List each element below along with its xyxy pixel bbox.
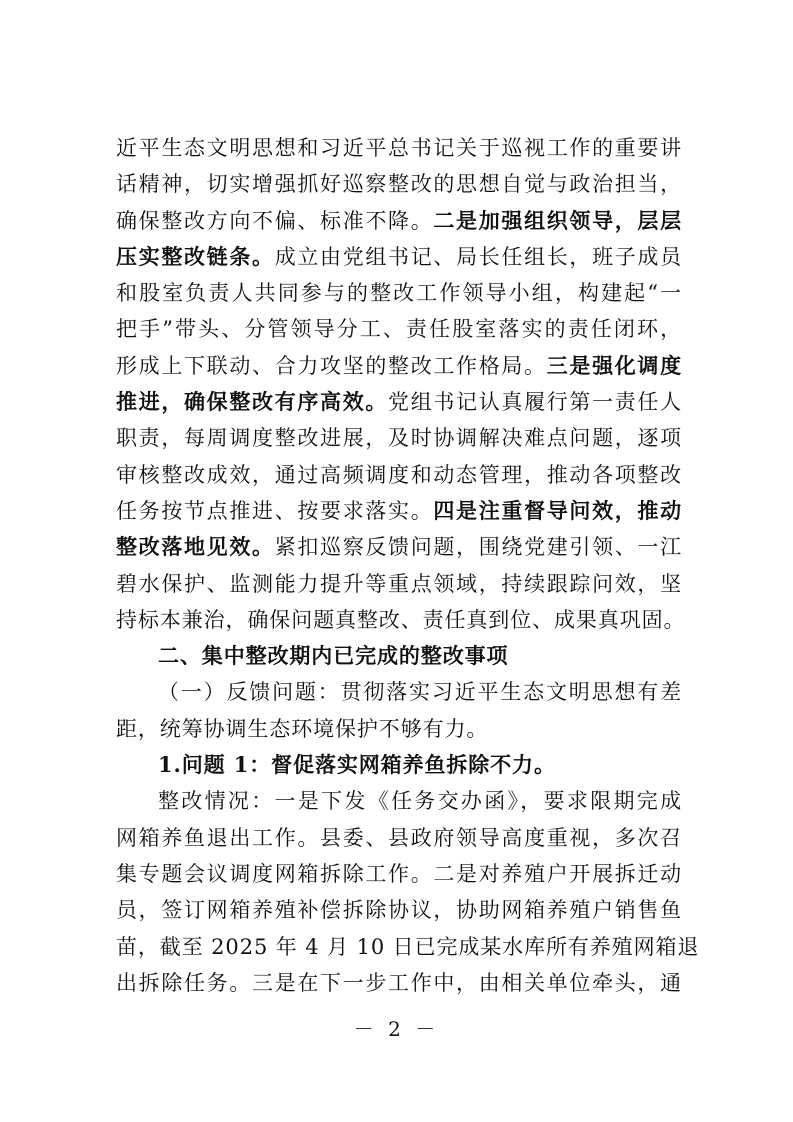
text-line (116, 239, 682, 275)
paragraph-measures (116, 130, 686, 638)
text-line: （一）反馈问题：贯彻落实习近平生态文明思想有差 (158, 680, 682, 705)
text-line (116, 203, 682, 239)
rectification-paragraph (116, 783, 700, 1001)
text-line (116, 348, 682, 384)
text-line: 整改情况：一是下发《任务交办函》，要求限期完成 (158, 789, 682, 814)
text-line: 把手”带头、分管领导分工、责任股室落实的责任闭环， (116, 317, 682, 342)
feedback-problem (116, 674, 682, 747)
text-line: 职责，每周调度整改进展，及时协调解决难点问题，逐项 (116, 426, 682, 451)
text-line: 话精神，切实增强抓好巡察整改的思想自觉与政治担当， (116, 172, 682, 197)
text-line: 距，统筹协调生态环境保护不够有力。 (116, 716, 489, 741)
document-body (116, 130, 700, 1001)
text-line: 网箱养鱼退出工作。县委、县政府领导高度重视，多次召 (116, 825, 682, 850)
bold-run: 三是强化调度 (546, 352, 682, 378)
text-line: 持标本兼治，确保问题真整改、责任真到位、成果真巩固。 (116, 607, 686, 632)
text-line: 和股室负责人共同参与的整改工作领导小组，构建起“一 (116, 281, 682, 306)
text-line: 近平生态文明思想和习近平总书记关于巡视工作的重要讲 (116, 136, 682, 160)
text-line (116, 384, 682, 420)
bold-run: 四是注重督导问效，推动 (433, 497, 682, 523)
text-line (116, 493, 682, 529)
text-line (116, 529, 682, 565)
text-line: 碧水保护、监测能力提升等重点领域，持续跟踪问效，坚 (116, 571, 682, 596)
text-run: 党组书记认真履行第一责任人 (388, 390, 682, 415)
text-line: 审核整改成效，通过高频调度和动态管理，推动各项整改 (116, 462, 682, 487)
section-heading: 二、集中整改期内已完成的整改事项 (158, 644, 509, 669)
text-line: 集专题会议调度网箱拆除工作。二是对养殖户开展拆迁动 (116, 861, 682, 886)
text-run: 任务按节点推进、按要求落实。 (116, 498, 434, 523)
text-line: 出拆除任务。三是在下一步工作中，由相关单位牵头，通 (116, 970, 682, 995)
page-number: － 2 － (353, 1017, 440, 1041)
bold-run: 压实整改链条。 (116, 243, 275, 269)
text-run: 确保整改方向不偏、标准不降。 (116, 208, 434, 233)
bold-run: 整改落地见效。 (116, 534, 275, 560)
text-run: 成立由党组书记、局长任组长，班子成员 (274, 244, 682, 269)
text-line: 员，签订网箱养殖补偿拆除协议，协助网箱养殖户销售鱼 (116, 898, 682, 923)
text-line: 苗，截至 2025 年 4 月 10 日已完成某水库所有养殖网箱退 (116, 934, 700, 959)
bold-run: 二是加强组织领导，层层 (433, 207, 682, 233)
text-run: 形成上下联动、合力攻坚的整改工作格局。 (116, 353, 547, 378)
bold-run: 推进，确保整改有序高效。 (116, 389, 389, 415)
problem-title: 1.问题 1：督促落实网箱养鱼拆除不力。 (158, 752, 556, 778)
text-run: 紧扣巡察反馈问题，围绕党建引领、一江 (274, 535, 682, 560)
